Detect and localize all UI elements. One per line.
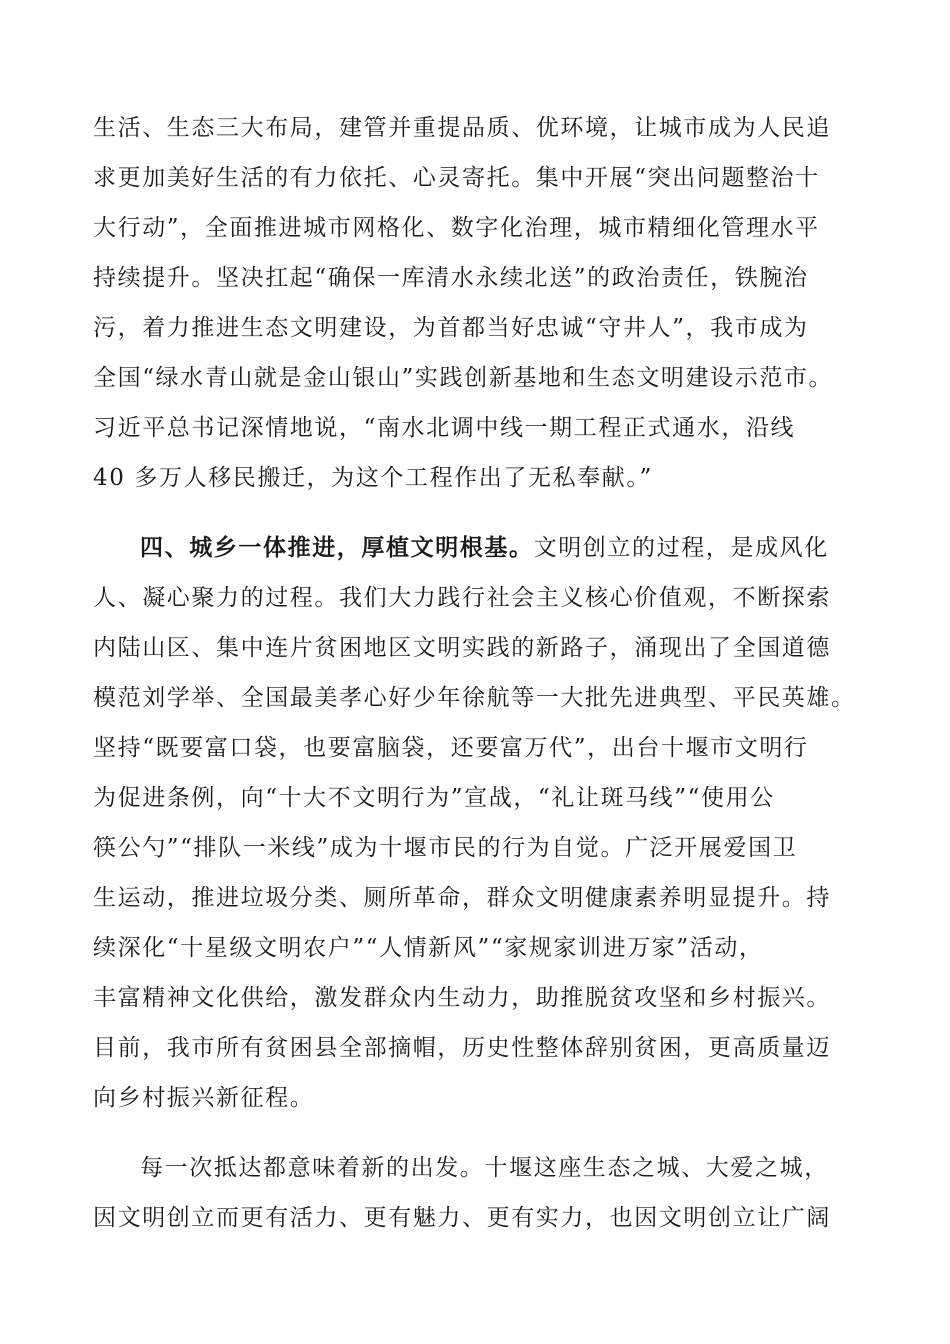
section-heading: 四、城乡一体推进，厚植文明根基。 — [140, 534, 534, 561]
text-line: 模范刘学举、全国最美孝心好少年徐航等一大批先进典型、平民英雄。 — [93, 685, 856, 711]
text-line: 习近平总书记深情地说，“南水北调中线一期工程正式通水，沿线 — [93, 415, 796, 441]
text-line: 40 多万人移民搬迁，为这个工程作出了无私奉献。” — [93, 465, 653, 491]
text-line: 人、凝心聚力的过程。我们大力践行社会主义核心价值观，不断探索 — [93, 585, 831, 611]
text-line: 内陆山区、集中连片贫困地区文明实践的新路子，涌现出了全国道德 — [93, 635, 831, 661]
text-line: 坚持“既要富口袋，也要富脑袋，还要富万代”，出台十堰市文明行 — [93, 735, 809, 761]
text-line: 生活、生态三大布局，建管并重提品质、优环境，让城市成为人民追 — [93, 115, 831, 141]
text-line: 因文明创立而更有活力、更有魅力、更有实力，也因文明创立让广阔 — [93, 1205, 831, 1231]
text-line: 向乡村振兴新征程。 — [93, 1085, 315, 1111]
text-line: 为促进条例，向“十大不文明行为”宣战，“礼让斑马线”“使用公 — [93, 785, 775, 811]
text-line — [140, 533, 829, 563]
heading-followup-text: 文明创立的过程，是成风化 — [533, 535, 829, 561]
text-line: 大行动”，全面推进城市网格化、数字化治理，城市精细化管理水平 — [93, 215, 820, 241]
text-line: 污，着力推进生态文明建设，为首都当好忠诚“守井人”，我市成为 — [93, 315, 809, 341]
text-line: 求更加美好生活的有力依托、心灵寄托。集中开展“突出问题整治十 — [93, 165, 820, 191]
text-line: 目前，我市所有贫困县全部摘帽，历史性整体辞别贫困，更高质量迈 — [93, 1035, 831, 1061]
text-line: 生运动，推进垃圾分类、厕所革命，群众文明健康素养明显提升。持 — [93, 885, 831, 911]
text-line: 每一次抵达都意味着新的出发。十堰这座生态之城、大爱之城， — [140, 1155, 829, 1181]
text-line: 筷公勺”“排队一米线”成为十堰市民的行为自觉。广泛开展爱国卫 — [93, 835, 798, 861]
text-line: 全国“绿水青山就是金山银山”实践创新基地和生态文明建设示范市。 — [93, 365, 834, 391]
text-line: 持续提升。坚决扛起“确保一库清水永续北送”的政治责任，铁腕治 — [93, 265, 809, 291]
text-line: 丰富精神文化供给，激发群众内生动力，助推脱贫攻坚和乡村振兴。 — [93, 985, 831, 1011]
text-line: 续深化“十星级文明农户”“人情新风”“家规家训进万家”活动， — [93, 935, 764, 961]
